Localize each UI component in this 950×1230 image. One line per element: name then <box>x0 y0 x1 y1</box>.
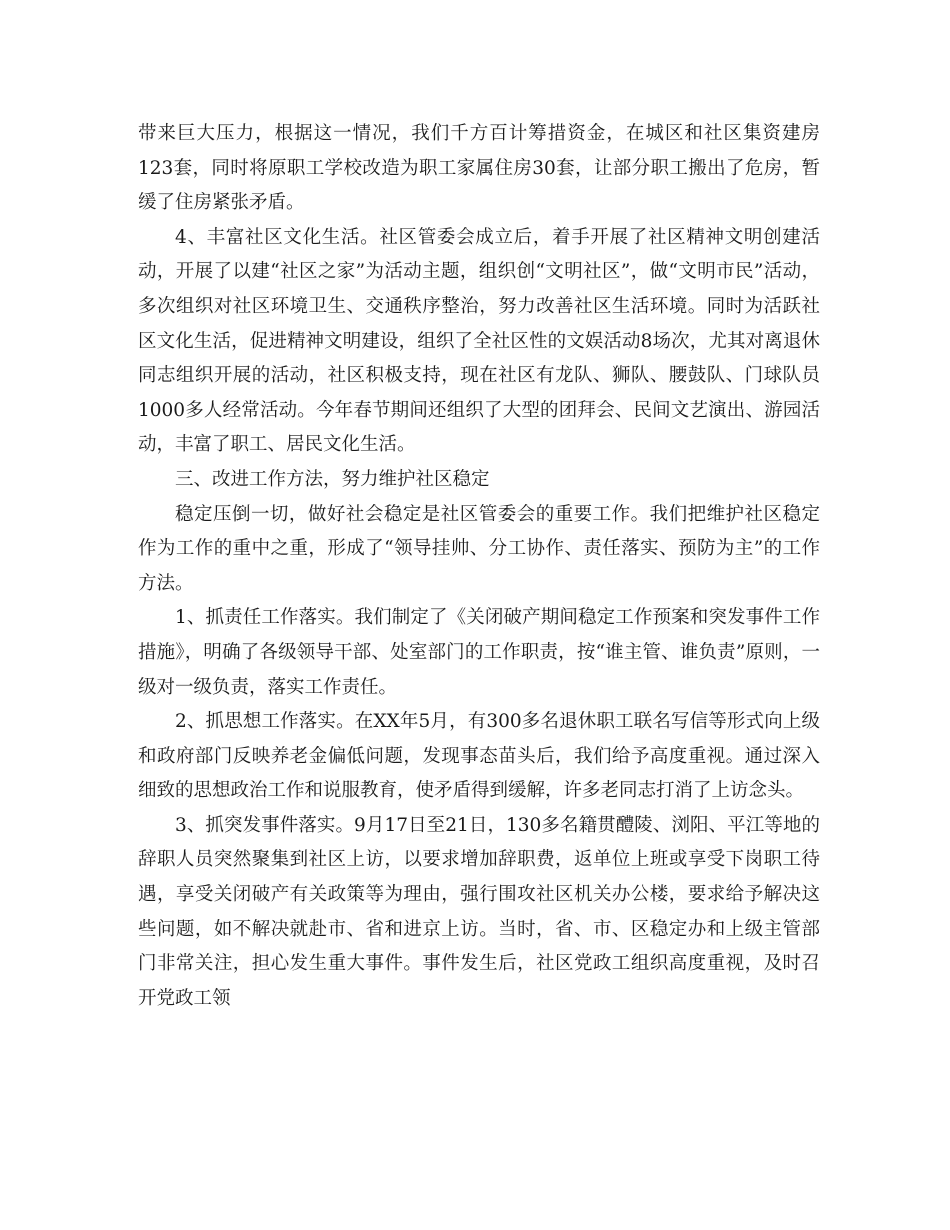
paragraph-emergency: 3、抓突发事件落实。9月17日至21日，130多名籍贯醴陵、浏阳、平江等地的辞职人员突然聚集到社区上访，以要求增加辞职费，返单位上班或享受下岗职工待遇，享受关闭破产有关政策等为理由，强行围攻社区机关办公楼，要求给予解决这些问题，如不解决就赴市、省和进京上访。当时，省、市、区稳定办和上级主管部门非常关注，担心发生重大事件。事件发生后，社区党政工组织高度重视，及时召开党政工领 <box>138 814 820 1009</box>
document-body <box>138 117 820 1016</box>
paragraph-stability-intro: 稳定压倒一切，做好社会稳定是社区管委会的重要工作。我们把维护社区稳定作为工作的重中之重，形成了“领导挂帅、分工协作、责任落实、预防为主”的工作方法。 <box>138 503 820 594</box>
paragraph-housing-continued: 带来巨大压力，根据这一情况，我们千方百计筹措资金，在城区和社区集资建房123套，同时将原职工学校改造为职工家属住房30套，让部分职工搬出了危房，暂缓了住房紧张矛盾。 <box>138 123 820 214</box>
paragraph-culture-life: 4、丰富社区文化生活。社区管委会成立后，着手开展了社区精神文明创建活动，开展了以建“社区之家”为活动主题，组织创“文明社区”，做“文明市民”活动，多次组织对社区环境卫生、交通秩序整治，努力改善社区生活环境。同时为活跃社区文化生活，促进精神文明建设，组织了全社区性的文娱活动8场次，尤其对离退休同志组织开展的活动，社区积极支持，现在社区有龙队、狮队、腰鼓队、门球队员1000多人经常活动。今年春节期间还组织了大型的团拜会、民间文艺演出、游园活动，丰富了职工、居民文化生活。 <box>138 226 820 456</box>
section-heading-stability: 三、改进工作方法，努力维护社区稳定 <box>175 468 490 490</box>
paragraph-ideology: 2、抓思想工作落实。在XX年5月，有300多名退休职工联名写信等形式向上级和政府部门反映养老金偏低问题，发现事态苗头后，我们给予高度重视。通过深入细致的思想政治工作和说服教育，使矛盾得到缓解，许多老同志打消了上访念头。 <box>138 711 820 802</box>
paragraph-responsibility: 1、抓责任工作落实。我们制定了《关闭破产期间稳定工作预案和突发事件工作措施》，明确了各级领导干部、处室部门的工作职责，按“谁主管、谁负责”原则，一级对一级负责，落实工作责任。 <box>138 607 820 698</box>
